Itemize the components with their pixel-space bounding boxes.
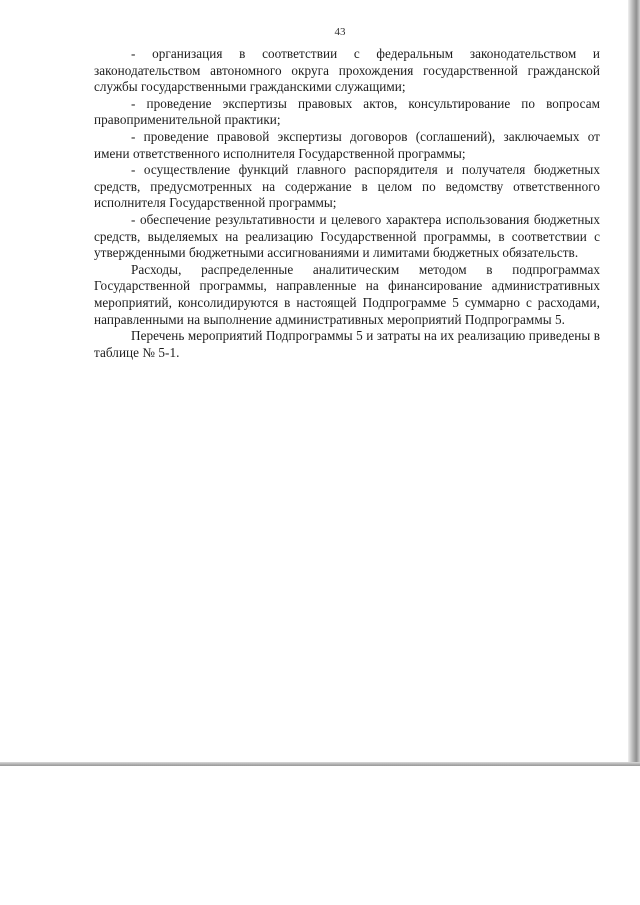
paragraph: - проведение экспертизы правовых актов, консультирование по вопросам правоприменительной практики;: [94, 95, 600, 128]
paragraph: - проведение правовой экспертизы договоров (соглашений), заключаемых от имени ответственного исполнителя Государственной программы;: [94, 128, 600, 161]
blank-area: [0, 768, 640, 905]
page-edge-shadow: [628, 0, 640, 766]
paragraph: - осуществление функций главного распорядителя и получателя бюджетных средств, предусмотренных на содержание в целом по ведомству ответственного исполнителя Государственной программы;: [94, 162, 600, 211]
paragraph: - организация в соответствии с федеральным законодательством и законодательством автономного округа прохождения государственной гражданской службы государственными гражданскими служащими;: [94, 46, 600, 95]
paragraph: - обеспечение результативности и целевого характера использования бюджетных средств, выделяемых на реализацию Государственной программы, в соответствии с утвержденными бюджетными ассигнованиями и лимитами бюджетных обязательств.: [94, 211, 600, 261]
body-text: [94, 46, 600, 361]
paragraph: Перечень мероприятий Подпрограммы 5 и затраты на их реализацию приведены в таблице № 5-1.: [94, 328, 600, 360]
page-edge-shadow: [0, 762, 640, 766]
paragraph: Расходы, распределенные аналитическим методом в подпрограммах Государственной программы, направленные на финансирование административных мероприятий, консолидируются в настоящей Подпрограмме 5 суммарно с расходами, направленными на выполнение административных мероприятий Подпрограммы 5.: [94, 261, 600, 327]
page-number: 43: [334, 26, 346, 38]
